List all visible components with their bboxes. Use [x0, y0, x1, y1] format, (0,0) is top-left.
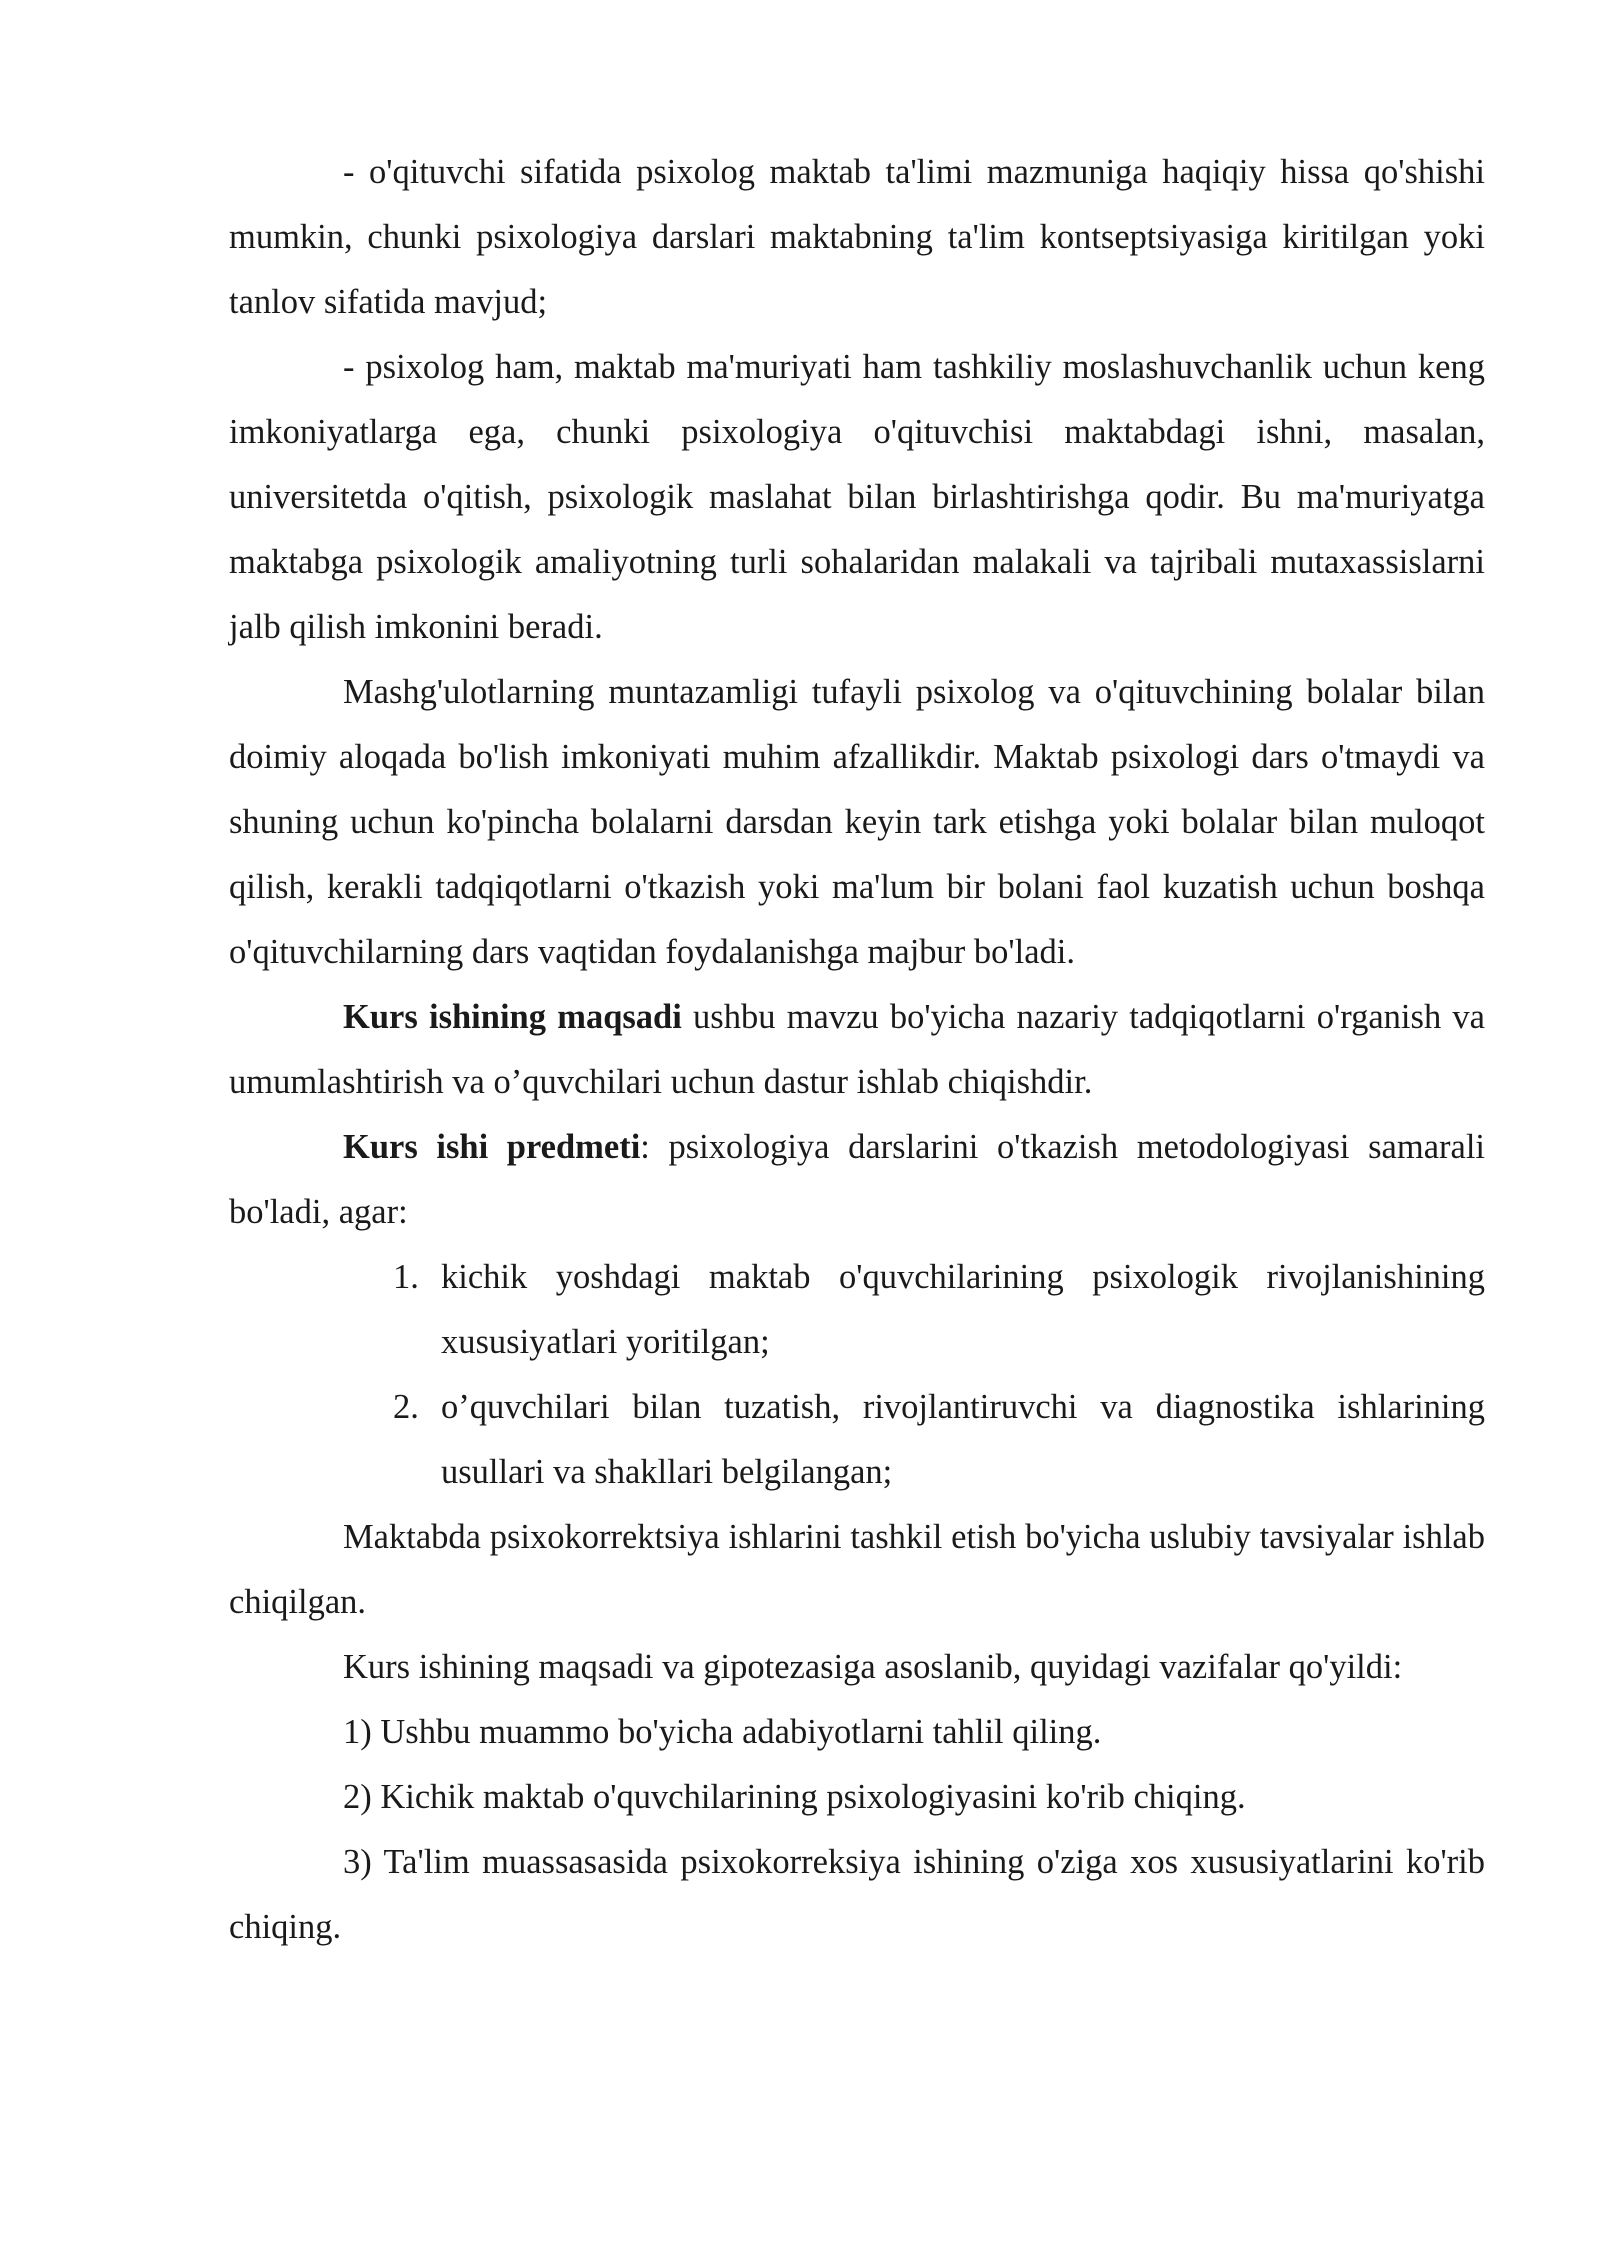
course-goal-heading: Kurs ishining maqsadi	[343, 998, 682, 1036]
list-item-number: 1.	[393, 1258, 419, 1296]
paragraph-2: - psixolog ham, maktab ma'muriyati ham tashkiliy moslashuvchanlik uchun keng imkoniyatlarga ega, chunki psixologiya o'qituvchisi maktabdagi ishni, masalan, universitetda o'qitish, psixologik maslahat bilan birlashtirishga qodir. Bu ma'muriyatga maktabga psixologik amaliyotning turli sohalaridan malakali va tajribali mutaxassislarni jalb qilish imkonini beradi.	[229, 348, 1485, 646]
list-item-text: kichik yoshdagi maktab o'quvchilarining psixologik rivojlanishining xususiyatlari yoritilgan;	[441, 1258, 1485, 1361]
document-body	[229, 140, 1485, 1960]
condition-list	[229, 1245, 1485, 1505]
list-item-number: 2.	[393, 1388, 419, 1426]
task-1: 1) Ushbu muammo bo'yicha adabiyotlarni tahlil qiling.	[343, 1713, 1102, 1751]
list-item	[393, 1375, 1485, 1505]
paragraph-course-subject	[229, 1115, 1485, 1245]
paragraph-tasks-intro: Kurs ishining maqsadi va gipotezasiga asoslanib, quyidagi vazifalar qo'yildi:	[343, 1648, 1403, 1686]
list-item	[393, 1245, 1485, 1375]
course-subject-text: : psixologiya darslarini o'tkazish metodologiyasi samarali bo'ladi, agar:	[229, 1128, 1485, 1231]
paragraph-3: Mashg'ulotlarning muntazamligi tufayli psixolog va o'qituvchining bolalar bilan doimiy aloqada bo'lish imkoniyati muhim afzallikdir. Maktab psixologi dars o'tmaydi va shuning uchun ko'pincha bolalarni darsdan keyin tark etishga yoki bolalar bilan muloqot qilish, kerakli tadqiqotlarni o'tkazish yoki ma'lum bir bolani faol kuzatish uchun boshqa o'qituvchilarning dars vaqtidan foydalanishga majbur bo'ladi.	[229, 673, 1485, 971]
paragraph-1: - o'qituvchi sifatida psixolog maktab ta'limi mazmuniga haqiqiy hissa qo'shishi mumkin, chunki psixologiya darslari maktabning ta'lim kontseptsiyasiga kiritilgan yoki tanlov sifatida mavjud;	[229, 153, 1485, 321]
course-subject-heading: Kurs ishi predmeti	[343, 1128, 641, 1166]
paragraph-recommendations: Maktabda psixokorrektsiya ishlarini tashkil etish bo'yicha uslubiy tavsiyalar ishlab chiqilgan.	[229, 1518, 1485, 1621]
course-goal-text: ushbu mavzu bo'yicha nazariy tadqiqotlarni o'rganish va umumlashtirish va o’quvchilari uchun dastur ishlab chiqishdir.	[229, 998, 1485, 1101]
task-3: 3) Ta'lim muassasasida psixokorreksiya ishining o'ziga xos xususiyatlarini ko'rib chiqing.	[229, 1843, 1485, 1946]
list-item-text: o’quvchilari bilan tuzatish, rivojlantiruvchi va diagnostika ishlarining usullari va shakllari belgilangan;	[441, 1388, 1485, 1491]
task-2: 2) Kichik maktab o'quvchilarining psixologiyasini ko'rib chiqing.	[343, 1778, 1246, 1816]
paragraph-course-goal	[229, 985, 1485, 1115]
